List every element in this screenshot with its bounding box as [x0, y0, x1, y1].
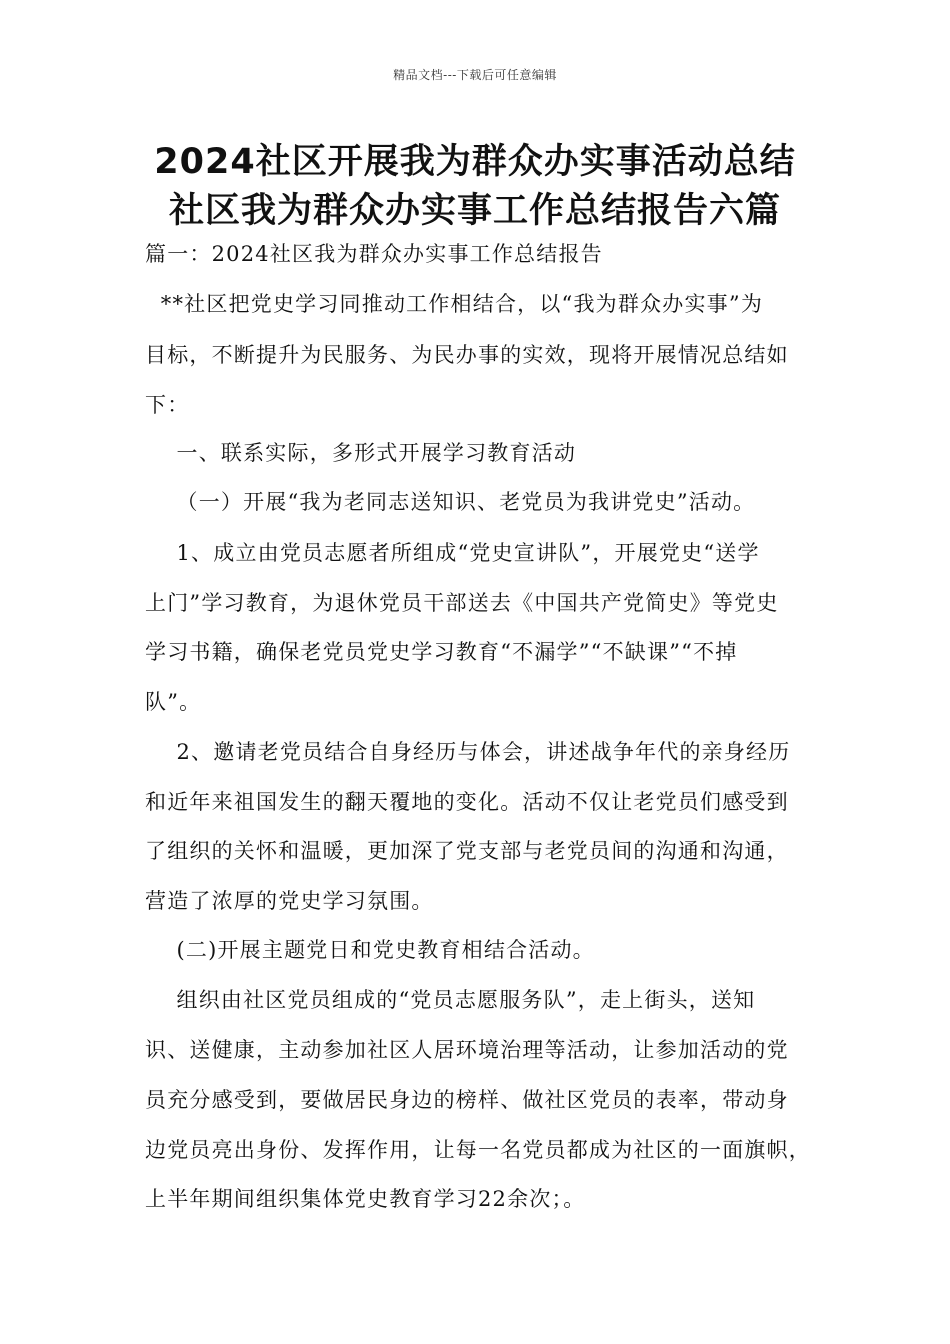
- body-line: 和近年来祖国发生的翻天覆地的变化。活动不仅让老党员们感受到: [145, 790, 789, 814]
- header-note: 精品文档---下载后可任意编辑: [393, 68, 557, 82]
- body-line: 上门”学习教育，为退休党员干部送去《中国共产党简史》等党史: [145, 591, 779, 615]
- subsection-heading: 一、联系实际，多形式开展学习教育活动: [145, 441, 577, 465]
- section-heading: 篇一：2024社区我为群众办实事工作总结报告: [145, 242, 603, 266]
- document-title-line-1: 2024社区开展我为群众办实事活动总结: [154, 142, 796, 182]
- body-line: **社区把党史学习同推动工作相结合，以“我为群众办实事”为: [145, 292, 764, 316]
- body-line: 营造了浓厚的党史学习氛围。: [145, 889, 434, 913]
- body-line: 边党员亮出身份、发挥作用，让每一名党员都成为社区的一面旗帜，: [145, 1138, 811, 1162]
- body-line: 组织由社区党员组成的“党员志愿服务队”，走上街头，送知: [145, 988, 756, 1012]
- subsection-heading: (二)开展主题党日和党史教育相结合活动。: [145, 938, 595, 962]
- body-line: 员充分感受到，要做居民身边的榜样、做社区党员的表率，带动身: [145, 1088, 789, 1112]
- body-line: 识、送健康，主动参加社区人居环境治理等活动，让参加活动的党: [145, 1038, 789, 1062]
- body-line: 1、成立由党员志愿者所组成“党史宣讲队”，开展党史“送学: [145, 541, 760, 565]
- body-line: 学习书籍，确保老党员党史学习教育“不漏学”“不缺课”“不掉: [145, 640, 738, 664]
- body-line: 目标，不断提升为民服务、为民办事的实效，现将开展情况总结如: [145, 343, 789, 367]
- subsection-heading: （一）开展“我为老同志送知识、老党员为我讲党史”活动。: [145, 490, 756, 514]
- body-line: 上半年期间组织集体党史教育学习22余次；。: [145, 1187, 586, 1211]
- body-line: 队”。: [145, 690, 202, 714]
- body-line: 2、邀请老党员结合自身经历与体会，讲述战争年代的亲身经历: [145, 740, 791, 764]
- body-line: 了组织的关怀和温暖，更加深了党支部与老党员间的沟通和沟通，: [145, 839, 789, 863]
- document-title-line-2: 社区我为群众办实事工作总结报告六篇: [168, 191, 781, 231]
- body-line: 下：: [145, 393, 190, 417]
